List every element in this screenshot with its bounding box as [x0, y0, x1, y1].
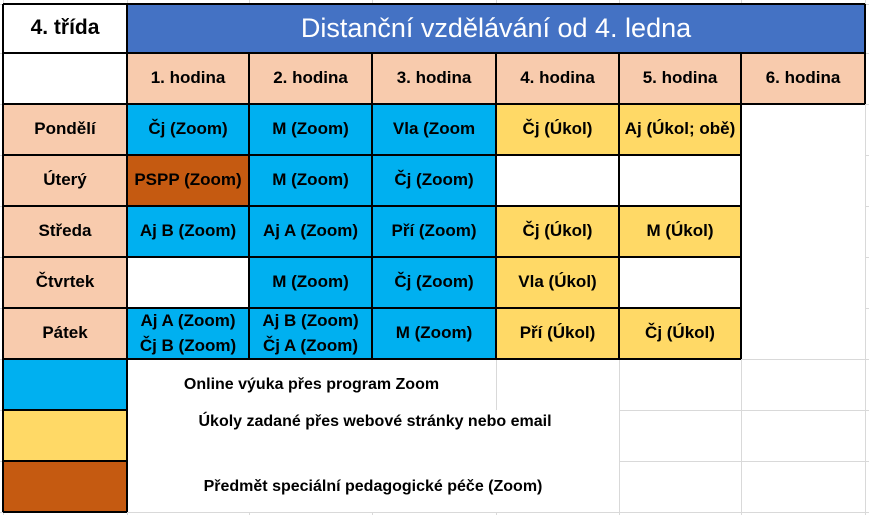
- lesson-text: PSPP (Zoom): [134, 170, 242, 190]
- border-line: [3, 511, 127, 513]
- border-line: [864, 4, 866, 53]
- border-line: [3, 103, 865, 105]
- hour-header-3: [372, 53, 496, 104]
- legend-swatch-task: [3, 410, 127, 461]
- lesson-text: Aj B (Zoom): [139, 221, 237, 241]
- lesson-text: M (Zoom): [272, 119, 349, 139]
- day-label-4: [3, 257, 127, 308]
- lesson-text: Čj (Úkol): [522, 221, 593, 241]
- day-label-2: [3, 155, 127, 206]
- header-blank-cell: [3, 53, 127, 104]
- lesson-cell: [619, 155, 741, 206]
- border-line: [127, 256, 249, 258]
- lesson-cell: [372, 155, 496, 206]
- lesson-text: M (Zoom): [395, 323, 473, 343]
- border-line: [2, 359, 4, 512]
- lesson-cell: [249, 104, 372, 155]
- lesson-cell: [127, 308, 249, 359]
- lesson-cell: [372, 206, 496, 257]
- lesson-cell: [496, 155, 619, 206]
- lesson-cell: [496, 308, 619, 359]
- lesson-text: Pří (Úkol): [519, 323, 596, 343]
- border-line: [3, 52, 865, 54]
- hour-header-label: 3. hodina: [396, 68, 472, 88]
- lesson-cell: [372, 257, 496, 308]
- legend-label-zoom: [127, 359, 496, 410]
- lesson-cell: [127, 155, 249, 206]
- lesson-cell: [249, 257, 372, 308]
- lesson-text: Čj (Zoom): [394, 272, 474, 292]
- day-label-text: Středa: [38, 221, 92, 241]
- lesson-cell: [741, 206, 865, 257]
- lesson-cell: [127, 206, 249, 257]
- border-line: [3, 3, 865, 5]
- lesson-cell: [249, 308, 372, 359]
- border-line: [248, 53, 250, 359]
- border-line: [619, 256, 741, 258]
- border-line: [371, 53, 373, 359]
- lesson-cell: [496, 104, 619, 155]
- day-label-3: [3, 206, 127, 257]
- lesson-cell: [496, 257, 619, 308]
- legend-label-text: Úkoly zadané přes webové stránky nebo email: [198, 413, 552, 430]
- border-line: [126, 53, 128, 359]
- lesson-text: Aj B (Zoom): [262, 310, 359, 330]
- lesson-cell: [741, 104, 865, 155]
- day-label-1: [3, 104, 127, 155]
- legend-label-special: [127, 461, 619, 512]
- border-line: [496, 205, 741, 207]
- legend-label-text: Online výuka přes program Zoom: [183, 375, 440, 393]
- lesson-cell: [741, 308, 865, 359]
- hour-header-6: [741, 53, 865, 104]
- lesson-cell: [619, 206, 741, 257]
- border-line: [3, 460, 127, 462]
- lesson-cell: [372, 104, 496, 155]
- class-label-text: 4. třída: [30, 16, 100, 40]
- border-line: [496, 154, 741, 156]
- lesson-cell: [619, 308, 741, 359]
- hour-header-label: 5. hodina: [642, 68, 718, 88]
- lesson-text: Vla (Zoom: [392, 119, 476, 139]
- lesson-text: Čj B (Zoom): [139, 335, 237, 355]
- lesson-cell: [372, 308, 496, 359]
- border-line: [3, 358, 127, 360]
- lesson-text: Čj (Úkol): [645, 323, 715, 343]
- lesson-text: M (Úkol): [646, 221, 714, 241]
- lesson-text: Čj A (Zoom): [262, 335, 359, 355]
- lesson-text: Čj (Zoom): [394, 170, 474, 190]
- lesson-text: Vla (Úkol): [518, 272, 597, 292]
- lesson-text: M (Zoom): [272, 272, 349, 292]
- lesson-text: Aj A (Zoom): [140, 310, 236, 330]
- lesson-text: Pří (Zoom): [391, 221, 477, 241]
- page-title: [127, 4, 865, 53]
- hour-header-4: [496, 53, 619, 104]
- class-label: [3, 4, 127, 53]
- lesson-cell: [741, 257, 865, 308]
- lesson-cell: [127, 257, 249, 308]
- legend-label-task: [127, 410, 619, 461]
- lesson-text: Čj (Úkol): [522, 119, 593, 139]
- border-line: [2, 53, 4, 359]
- hour-header-1: [127, 53, 249, 104]
- lesson-text: Čj (Zoom): [148, 119, 228, 139]
- lesson-cell: [127, 104, 249, 155]
- day-label-text: Pátek: [42, 323, 88, 343]
- day-label-text: Úterý: [43, 170, 87, 190]
- border-line: [126, 4, 128, 53]
- day-label-5: [3, 308, 127, 359]
- lesson-cell: [249, 155, 372, 206]
- hour-header-label: 4. hodina: [520, 68, 595, 88]
- hour-header-2: [249, 53, 372, 104]
- legend-swatch-zoom: [3, 359, 127, 410]
- lesson-cell: [496, 206, 619, 257]
- lesson-cell: [249, 206, 372, 257]
- border-line: [2, 4, 4, 53]
- day-label-text: Čtvrtek: [35, 272, 95, 292]
- legend-swatch-special: [3, 461, 127, 512]
- lesson-text: Aj (Úkol; obě): [624, 119, 736, 139]
- legend-label-text: Předmět speciální pedagogické péče (Zoom): [203, 477, 543, 495]
- border-line: [619, 307, 741, 309]
- border-line: [126, 359, 128, 512]
- lesson-cell: [741, 155, 865, 206]
- lesson-cell: [619, 104, 741, 155]
- lesson-text: M (Zoom): [272, 170, 349, 190]
- border-line: [3, 409, 127, 411]
- hour-header-label: 2. hodina: [273, 68, 348, 88]
- page-title-text: Distanční vzdělávání od 4. ledna: [300, 12, 692, 43]
- day-label-text: Pondělí: [34, 119, 96, 139]
- border-line: [864, 53, 866, 104]
- lesson-cell: [619, 257, 741, 308]
- hour-header-5: [619, 53, 741, 104]
- gridline-horizontal: [0, 512, 869, 513]
- hour-header-label: 1. hodina: [150, 68, 226, 88]
- hour-header-label: 6. hodina: [765, 68, 841, 88]
- lesson-text: Aj A (Zoom): [262, 221, 359, 241]
